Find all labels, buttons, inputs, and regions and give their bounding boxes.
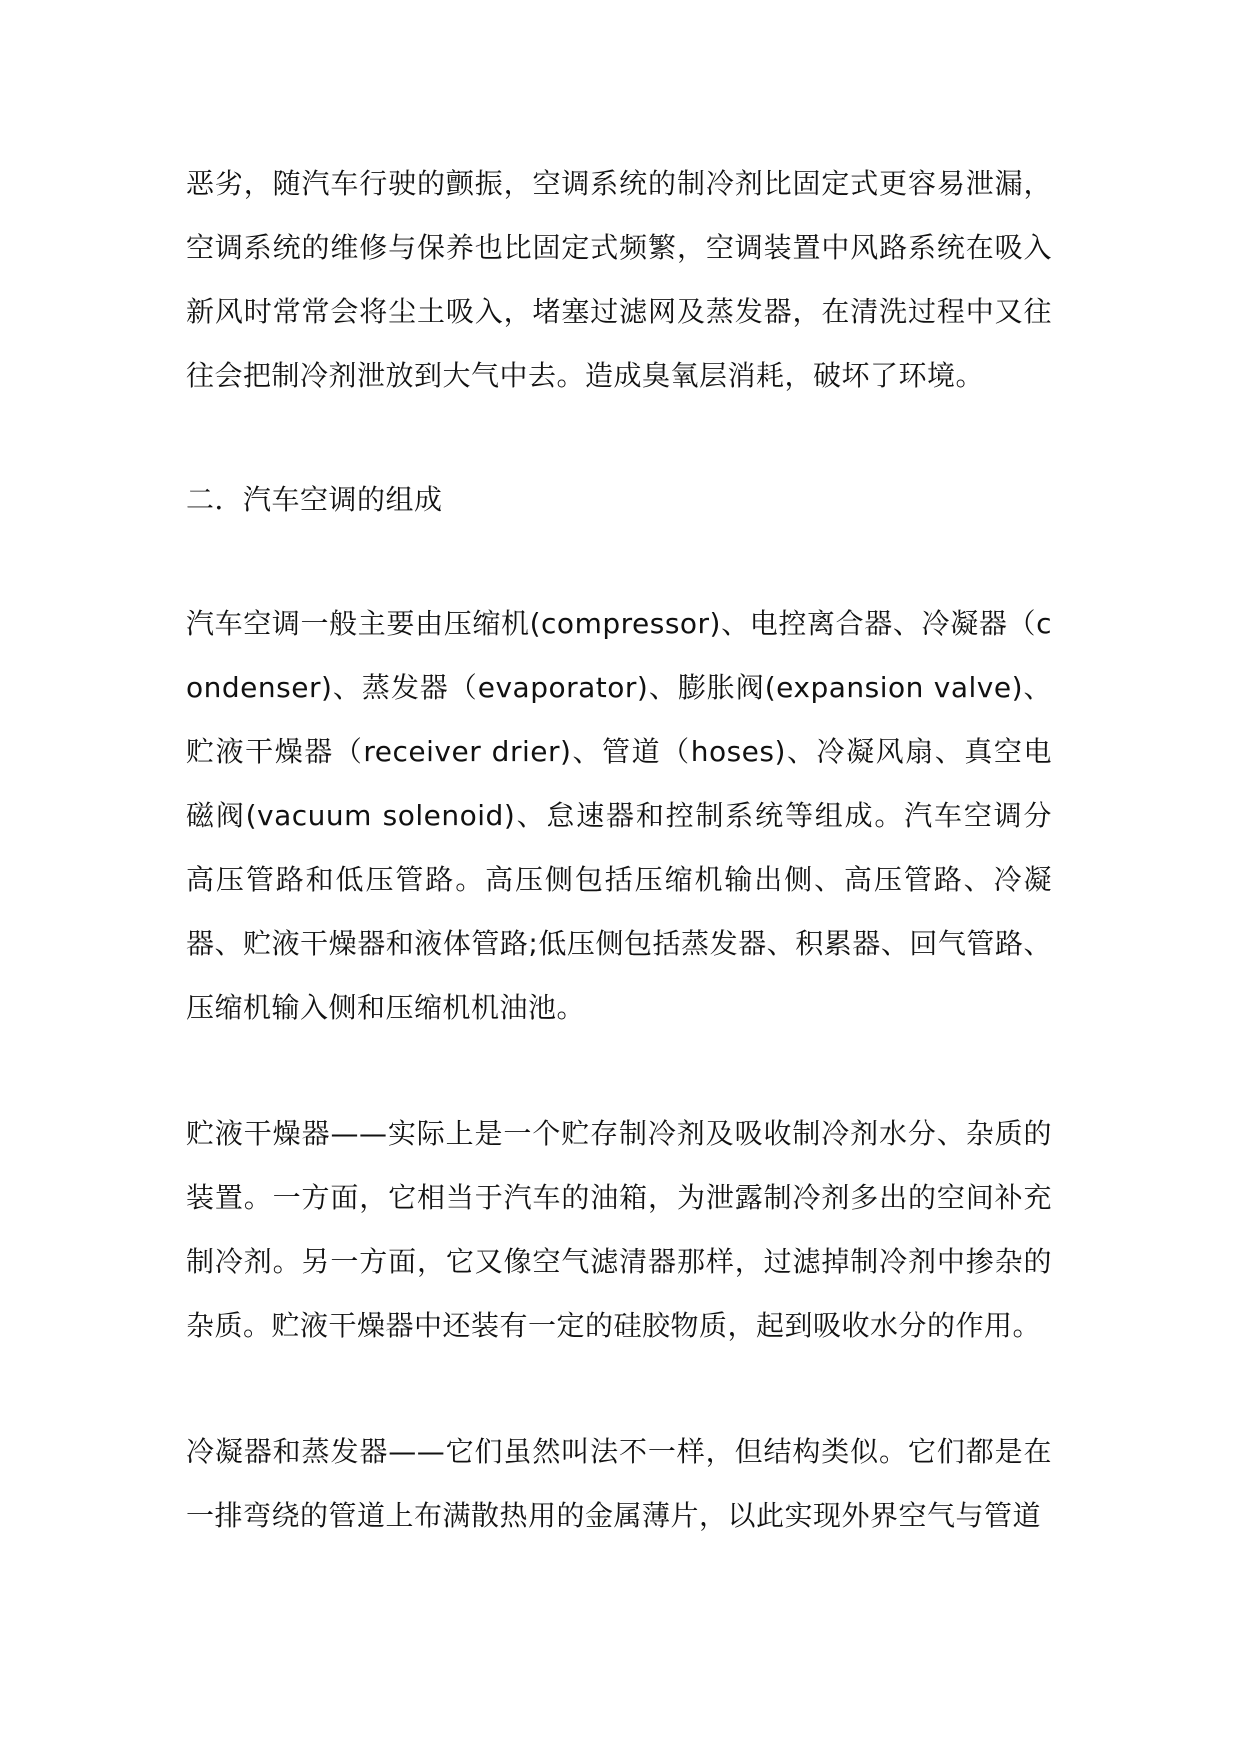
paragraph-receiver-drier: 贮液干燥器——实际上是一个贮存制冷剂及吸收制冷剂水分、杂质的装置。一方面，它相当于汽车的油箱，为泄露制冷剂多出的空间补充制冷剂。另一方面，它又像空气滤清器那样，过滤掉制冷剂中掺杂的杂质。贮液干燥器中还装有一定的硅胶物质，起到吸收水分的作用。 [186, 1117, 1052, 1342]
paragraph-environment-impact: 恶劣，随汽车行驶的颤振，空调系统的制冷剂比固定式更容易泄漏，空调系统的维修与保养也比固定式频繁，空调装置中风路系统在吸入新风时常常会将尘土吸入，堵塞过滤网及蒸发器，在清洗过程中又往往会把制冷剂泄放到大气中去。造成臭氧层消耗，破坏了环境。 [186, 167, 1052, 392]
paragraph-ac-components: 汽车空调一般主要由压缩机(compressor)、电控离合器、冷凝器（condenser)、蒸发器（evaporator)、膨胀阀(expansion valve)、贮液干燥器（receiver drier)、管道（hoses)、冷凝风扇、真空电磁阀(vacuum solenoid)、怠速器和控制系统等组成。汽车空调分高压管路和低压管路。高压侧包括压缩机输出侧、高压管路、冷凝器、贮液干燥器和液体管路;低压侧包括蒸发器、积累器、回气管路、压缩机输入侧和压缩机机油池。 [186, 607, 1052, 1024]
paragraph-condenser-evaporator: 冷凝器和蒸发器——它们虽然叫法不一样，但结构类似。它们都是在一排弯绕的管道上布满散热用的金属薄片，以此实现外界空气与管道 [186, 1435, 1052, 1532]
section-heading: 二．汽车空调的组成 [186, 483, 443, 516]
document-body [186, 152, 1052, 1548]
